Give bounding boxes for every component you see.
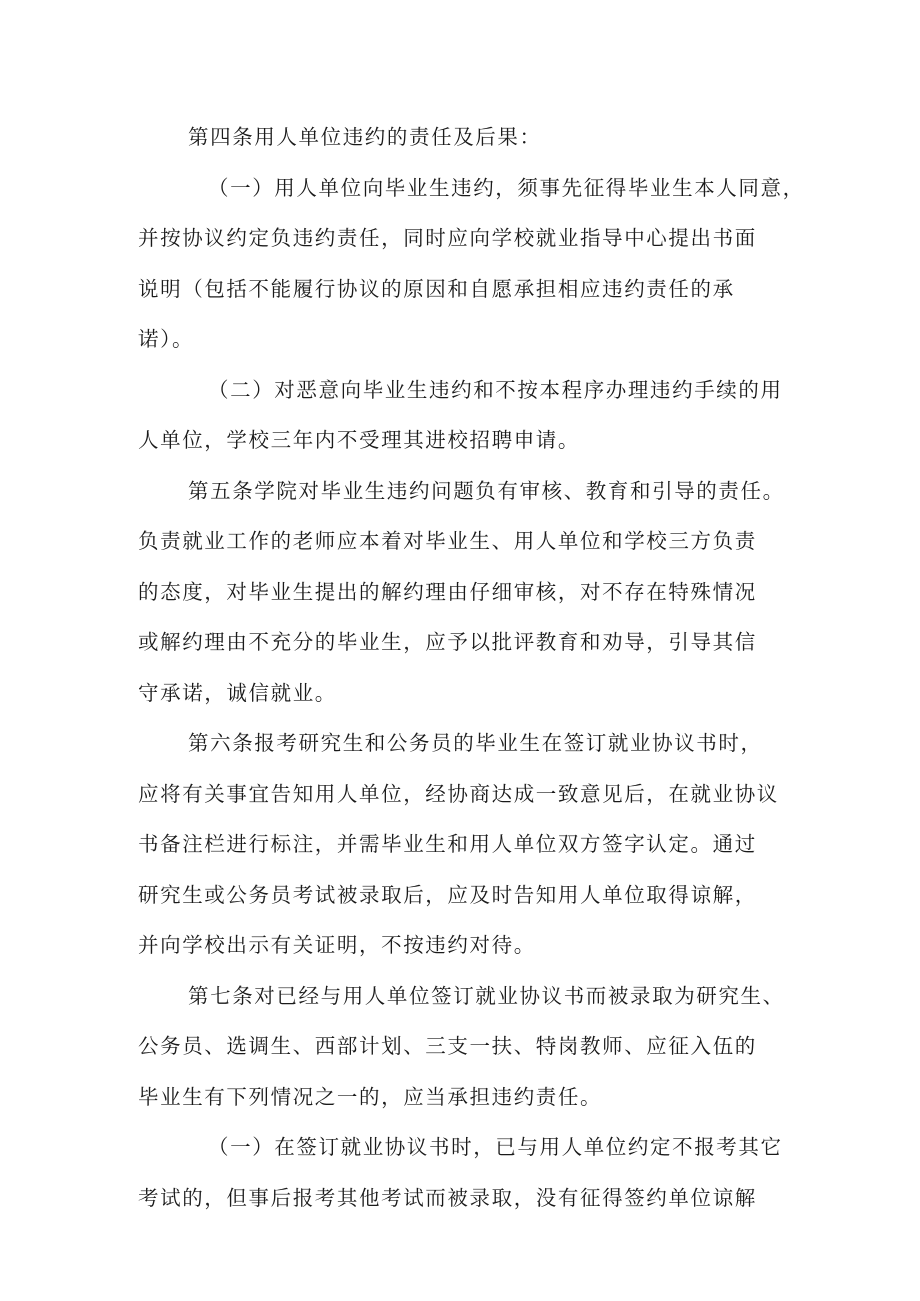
paragraph-article-5 [138, 466, 808, 719]
paragraph-article-6 [138, 718, 808, 971]
text-line: 诺）。 [138, 327, 195, 351]
paragraph-article-4-item-1 [138, 163, 808, 365]
paragraph-article-4-item-2 [138, 365, 808, 466]
text-line: 或解约理由不充分的毕业生，应予以批评教育和劝导，引导其信 [138, 630, 757, 654]
text-line: 并向学校出示有关证明，不按违约对待。 [138, 933, 536, 957]
text-line: 应将有关事宜告知用人单位，经协商达成一致意见后，在就业协议 [138, 781, 779, 806]
text-line: （一）在签订就业协议书时，已与用人单位约定不报考其它 [208, 1135, 783, 1159]
text-line: 第六条报考研究生和公务员的毕业生在签订就业协议书时， [188, 731, 763, 755]
paragraph-article-4 [138, 112, 808, 163]
text-line: 第四条用人单位违约的责任及后果： [188, 125, 542, 149]
paragraph-article-7-item-1 [138, 1122, 808, 1223]
text-line: 并按协议约定负违约责任，同时应向学校就业指导中心提出书面 [138, 226, 757, 250]
text-line: 负责就业工作的老师应本着对毕业生、用人单位和学校三方负责 [138, 529, 757, 553]
text-line: （一）用人单位向毕业生违约，须事先征得毕业生本人同意， [208, 175, 805, 200]
text-line: 公务员、选调生、西部计划、三支一扶、特岗教师、应征入伍的 [138, 1034, 757, 1058]
text-line: （二）对恶意向毕业生违约和不按本程序办理违约手续的用 [208, 377, 783, 402]
document-body [138, 112, 808, 1223]
paragraph-article-7 [138, 971, 808, 1123]
text-line: 考试的，但事后报考其他考试而被录取，没有征得签约单位谅解 [138, 1185, 757, 1210]
text-line: 毕业生有下列情况之一的，应当承担违约责任。 [138, 1084, 603, 1109]
text-line: 的态度，对毕业生提出的解约理由仔细审核，对不存在特殊情况 [138, 579, 757, 604]
text-line: 说明（包括不能履行协议的原因和自愿承担相应违约责任的承 [138, 276, 735, 301]
text-line: 第七条对已经与用人单位签订就业协议书而被录取为研究生、 [188, 983, 785, 1008]
text-line: 研究生或公务员考试被录取后，应及时告知用人单位取得谅解， [138, 882, 757, 907]
text-line: 守承诺，诚信就业。 [138, 680, 337, 705]
text-line: 书备注栏进行标注，并需毕业生和用人单位双方签字认定。通过 [138, 832, 757, 856]
text-line: 人单位，学校三年内不受理其进校招聘申请。 [138, 428, 580, 452]
text-line: 第五条学院对毕业生违约问题负有审核、教育和引导的责任。 [188, 478, 785, 503]
